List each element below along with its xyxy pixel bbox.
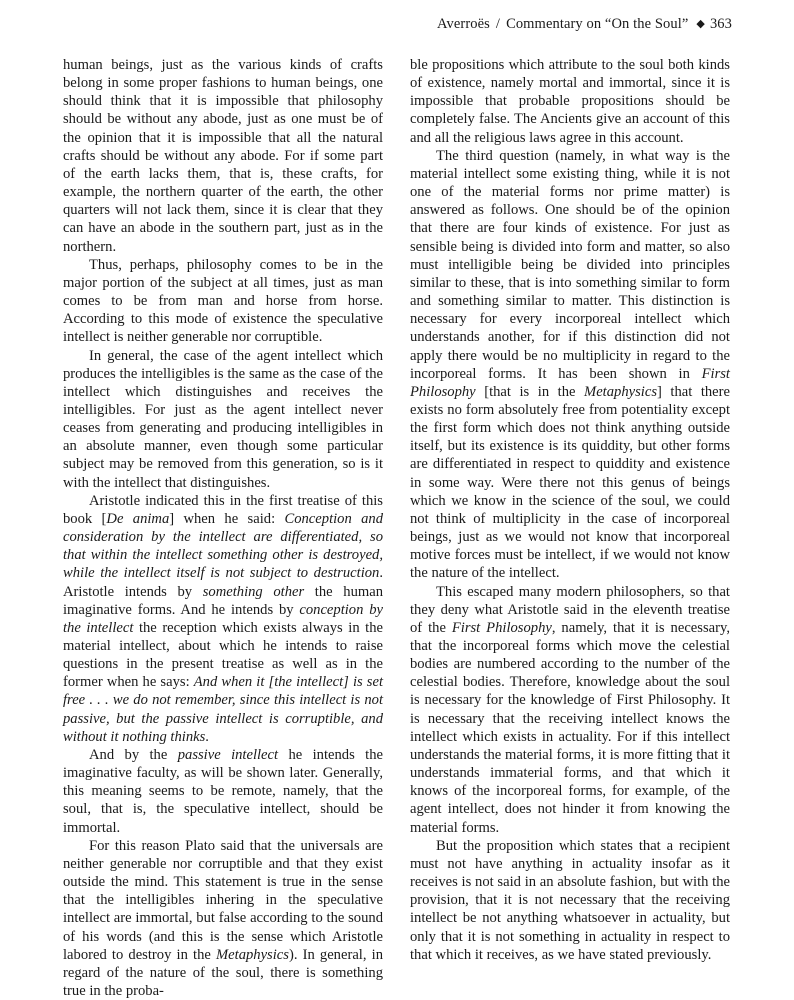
header-separator: /	[495, 16, 501, 32]
italic-text: First Philosophy	[451, 619, 552, 636]
italic-text: And when it [the intellect] is set free . . . we do not remember, since this intellect is not passive, but the passive intellect is corruptible, and without it nothing thinks	[63, 674, 384, 745]
italic-text: something other	[202, 583, 305, 600]
text-run: ] that there exists no form absolutely free from potentiality except the first form which does not think anything outside itself, but its existence is its quiddity, but other forms are differentiated in respect to quiddity and existence in some way. Were there not this genus of beings which we know in the science of the soul, we could not think of multiplicity in the case of incorporeal beings, just as we would not know that incorporeal motive forces must be intellect, if we would not know the nature of the intellect.	[410, 383, 730, 582]
text-run: This escaped many modern philosophers, so that they deny what Aristotle said in the eleventh treatise of the	[410, 583, 730, 636]
paragraph	[410, 147, 730, 583]
paragraph: But the proposition which states that a recipient must not have anything in actuality insofar as it receives is not said in an absolute fashion, but with the provision, that it is not necessary that the receiving intellect be not anything whatsoever in actuality, but only that it is not something in actuality in respect to that which it receives, as we have stated previously.	[410, 837, 730, 963]
paragraph	[63, 492, 383, 746]
paragraph: ble propositions which attribute to the soul both kinds of existence, namely mortal and immortal, since it is impossible that probable propositions should be completely false. The Ancients give an account of this and all the religious laws agree in this account.	[410, 57, 730, 146]
text-run: , namely, that it is necessary, that the incorporeal forms which move the celestial bodies are numbered according to the number of the celestial bodies. Therefore, knowledge about the soul is necessary for the knowledge of First Philosophy. It is necessary that the receiving intellect knows the intellect which exists in actuality. For if this intellect understands the material forms, it is more fitting that it understands immaterial forms, and that which it knows of the incorporeal forms, for example, of the agent intellect, does not hinder it from knowing the material forms.	[410, 619, 730, 836]
italic-text: conception by the intellect	[63, 601, 383, 636]
text-run: ). In general, in regard of the nature of the soul, there is something true in the proba-	[63, 946, 383, 999]
text-run: he intends the imaginative faculty, as will be shown later. Generally, this meaning seems to be remote, namely, that the soul, that is, the speculative intellect, should be immortal.	[63, 746, 383, 836]
paragraph	[410, 583, 730, 837]
page-number: 363	[709, 16, 732, 32]
italic-text: Metaphysics	[584, 383, 657, 400]
header-title: Commentary on “On the Soul”	[506, 16, 689, 32]
text-run: Aristotle indicated this in the first treatise of this book [	[63, 492, 383, 527]
text-run: For this reason Plato said that the universals are neither generable nor corruptible and that they exist outside the mind. This statement is true in the sense that the intelligibles inhering in the speculative intellect are immortal, but false according to the sound of his words (and this is the sense which Aristotle labored to destroy in the	[63, 837, 383, 963]
right-column	[410, 56, 730, 964]
text-run: [that is in the	[475, 383, 585, 400]
paragraph: Thus, perhaps, philosophy comes to be in the major portion of the subject at all times, just as man comes to be from man and horse from horse. According to this mode of existence the speculative intellect is neither generable nor corruptible.	[63, 256, 383, 346]
diamond-bullet-icon: ◆	[696, 18, 705, 30]
text-run: ] when he said:	[169, 510, 285, 527]
italic-text: First Philosophy	[410, 365, 730, 400]
italic-text: Metaphysics	[216, 946, 289, 963]
paragraph: human beings, just as the various kinds of crafts belong in some proper fashions to human beings, one should think that it is impossible that philosophy should be without any abode, just as one must be of the opinion that it is impossible that all the natural crafts should be without any abode. For if some part of the earth lacks them, that is, these crafts, for example, the northern quarter of the earth, the other quarters will not lack them, since it is clear that they can have an abode in the southern part, just as in the northern.	[63, 57, 383, 255]
left-column	[63, 56, 383, 1000]
text-run: . Aristotle intends by	[63, 565, 383, 600]
italic-text: Conception and consideration by the intellect are differentiated, so that within the intellect something other is destroyed, while the intellect itself is not subject to destruction	[63, 510, 384, 582]
text-run: the human imaginative forms. And he intends by	[63, 583, 383, 618]
text-run: And by the	[89, 746, 178, 763]
italic-text: De anima	[106, 510, 170, 527]
paragraph: In general, the case of the agent intellect which produces the intelligibles is the same as the case of the intellect which distinguishes and receives the intelligibles. For just as the agent intellect never ceases from generating and producing intelligibles in an absolute manner, even though some particular subject may be removed from this generation, so is it with the intellect that distinguishes.	[63, 347, 383, 491]
running-head	[437, 16, 732, 33]
text-run: .	[205, 728, 209, 745]
header-author: Averroës	[437, 16, 490, 32]
paragraph	[63, 837, 383, 1000]
text-run: the reception which exists always in the material intellect, about which he intends to raise questions in the present treatise as well as in the former when he says:	[63, 619, 383, 691]
text-run: The third question (namely, in what way is the material intellect some existing thing, while it is not one of the material forms nor prime matter) is answered as follows. One should be of the opinion that there are four kinds of existence. For just as sensible being is divided into form and matter, so also must intelligible being be divided into principles similar to these, that is into something similar to form and something similar to matter. This distinction is necessary for every incorporeal intellect which understands another, for if this distinction did not apply there would be no multiplicity in regard to the incorporeal forms. It has been shown in	[410, 147, 730, 382]
italic-text: passive intellect	[177, 746, 279, 763]
paragraph	[63, 746, 383, 837]
